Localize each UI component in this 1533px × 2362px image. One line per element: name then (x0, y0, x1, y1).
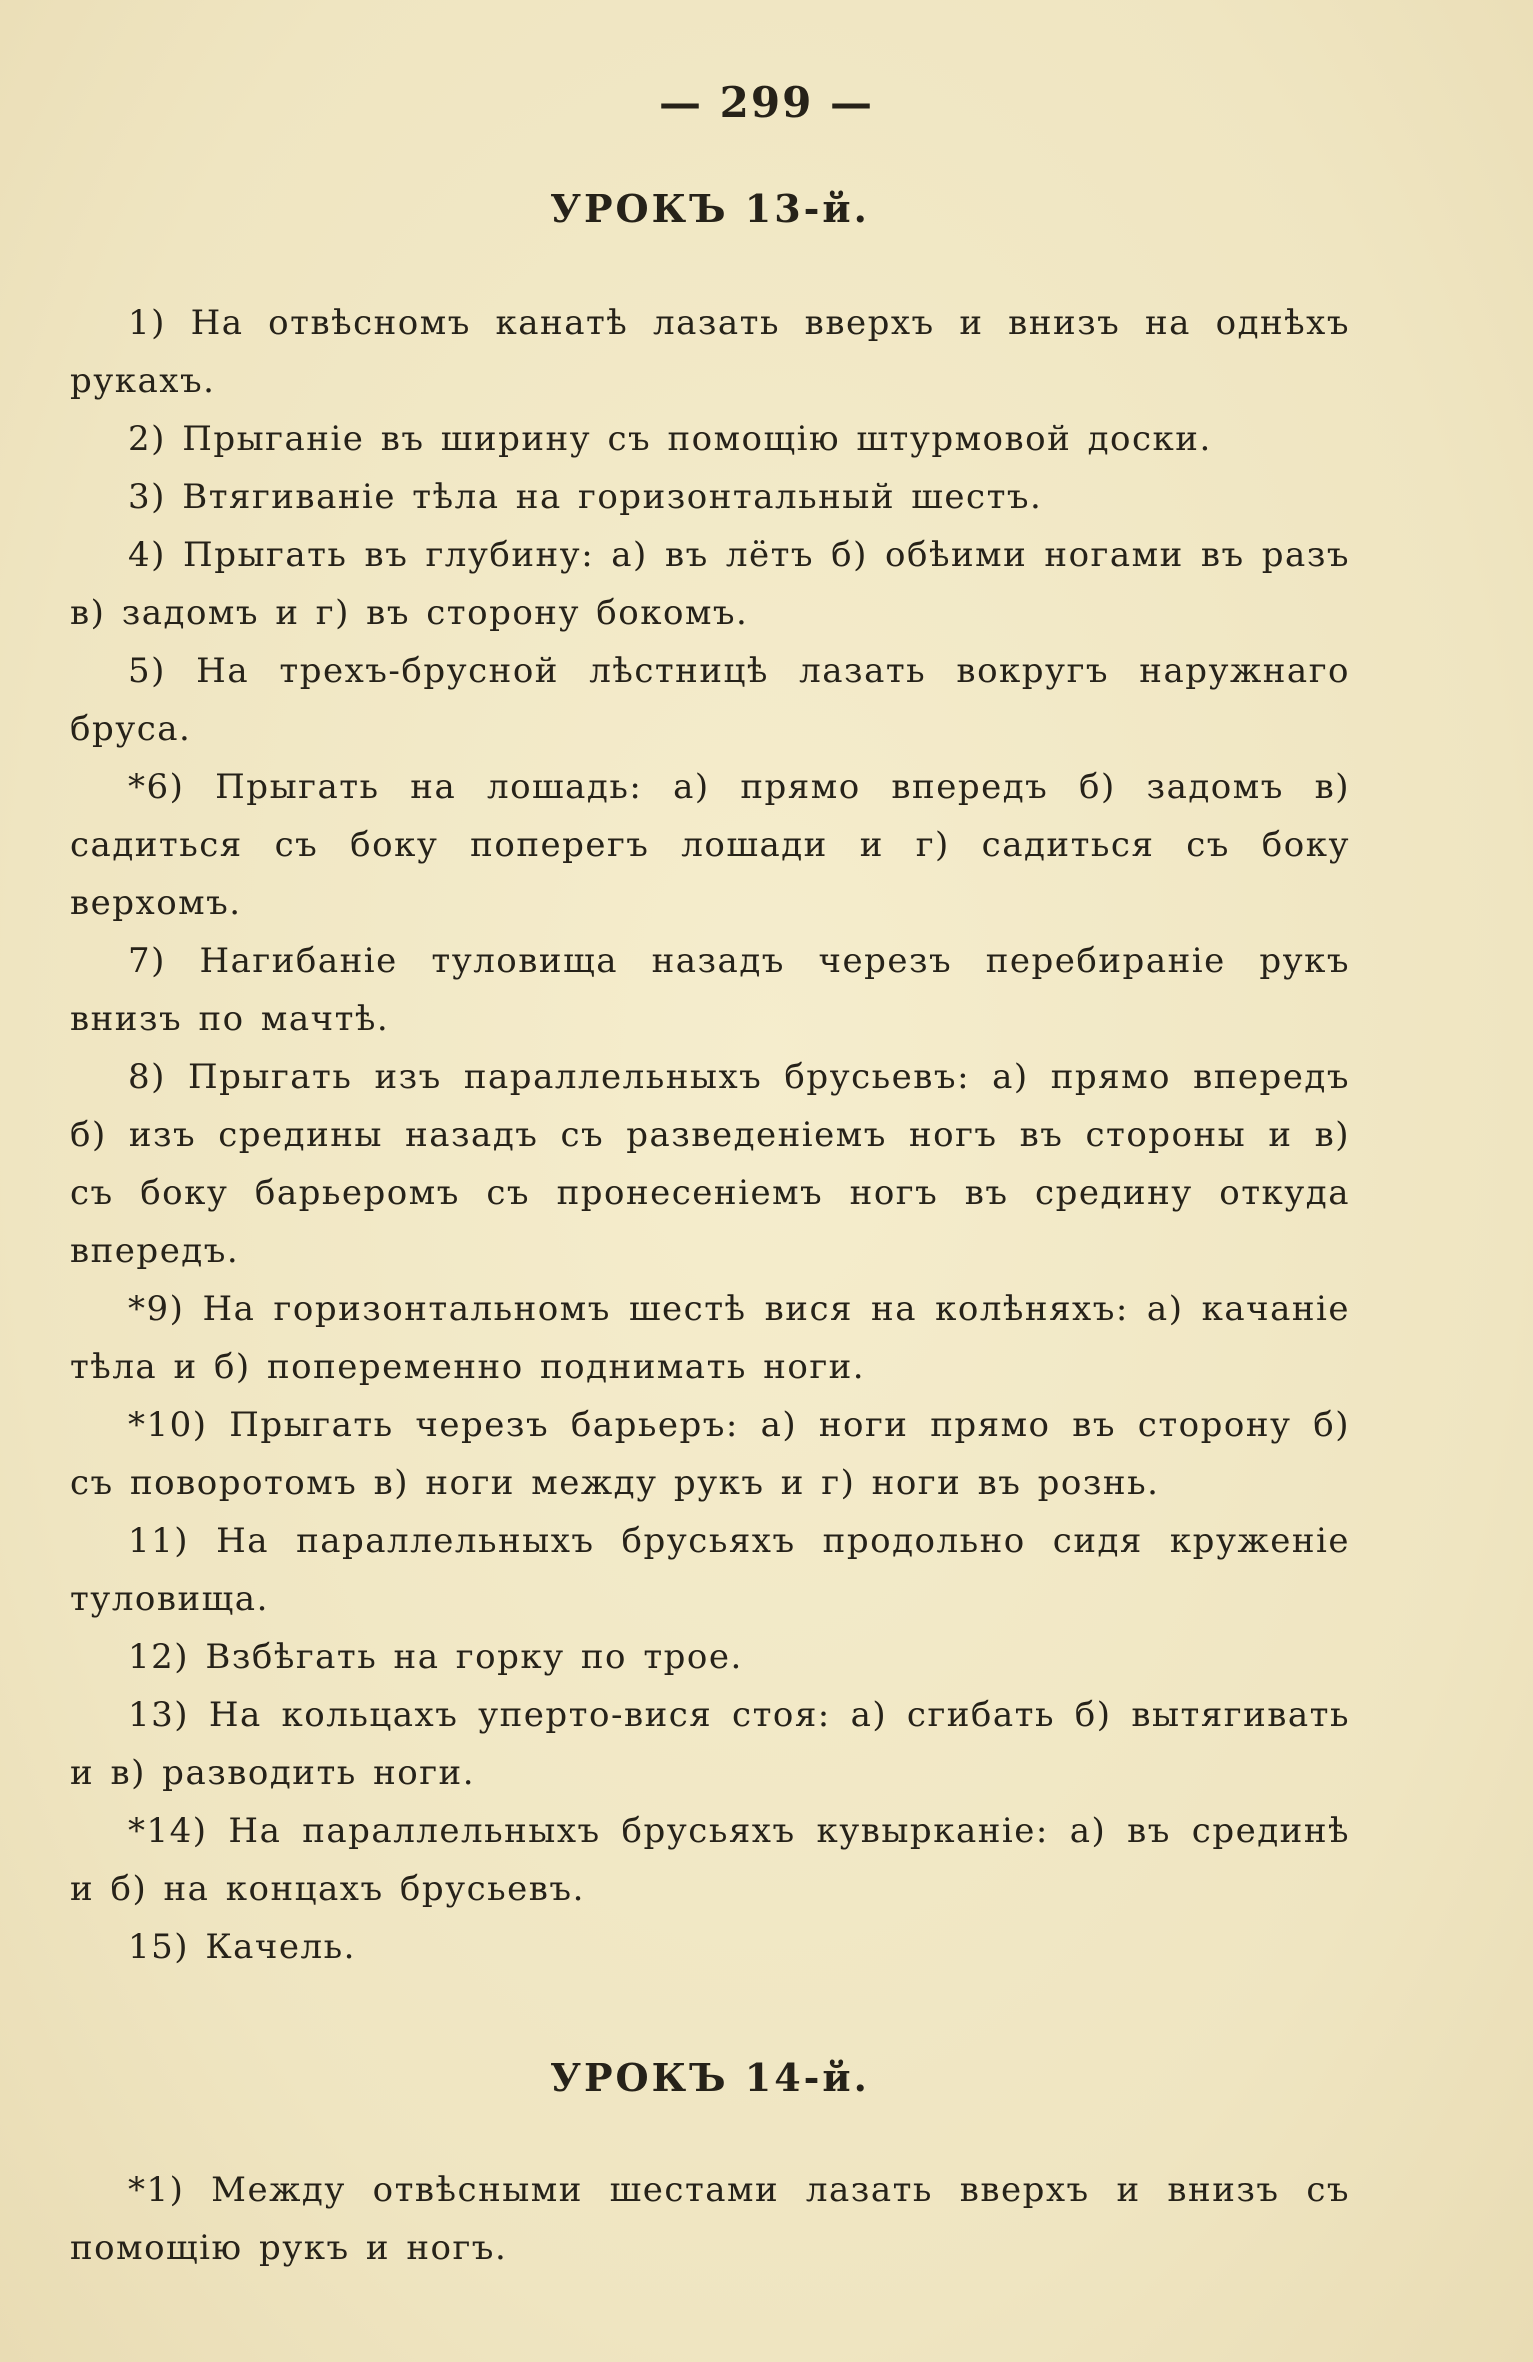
exercise-item: 8) Прыгать изъ параллельныхъ брусьевъ: а) прямо впередъ б) изъ средины назадъ съ разведеніемъ ногъ въ стороны и в) съ боку барьеромъ съ пронесеніемъ ногъ въ средину откуда впередъ. (70, 1057, 1350, 1271)
exercise-item: 4) Прыгать въ глубину: а) въ лётъ б) обѣими ногами въ разъ в) задомъ и г) въ сторону бокомъ. (70, 535, 1350, 633)
lesson-title: УРОКЪ 13-й. (550, 186, 870, 231)
exercise-item: 2) Прыганіе въ ширину съ помощію штурмовой доски. (128, 419, 1212, 459)
exercise-item: *1) Между отвѣсными шестами лазать вверхъ и внизъ съ помощію рукъ и ногъ. (70, 2170, 1350, 2268)
exercise-item: 12) Взбѣгать на горку по трое. (128, 1637, 743, 1677)
lesson-13 (70, 186, 1350, 1976)
exercise-item: 11) На параллельныхъ брусьяхъ продольно сидя круженіе туловища. (70, 1521, 1350, 1619)
exercise-list (70, 294, 1350, 1976)
page-number: — 299 — (659, 78, 874, 127)
exercise-item: *6) Прыгать на лошадь: а) прямо впередъ б) задомъ в) садиться съ боку поперегъ лошади и г) садиться съ боку верхомъ. (70, 767, 1350, 923)
exercise-item: 15) Качель. (128, 1927, 356, 1967)
exercise-item: 13) На кольцахъ уперто-вися стоя: а) сгибать б) вытягивать и в) разводить ноги. (70, 1695, 1350, 1793)
exercise-item: 3) Втягиваніе тѣла на горизонтальный шестъ. (128, 477, 1043, 517)
lesson-title: УРОКЪ 14-й. (550, 2055, 870, 2100)
exercise-item: 1) На отвѣсномъ канатѣ лазать вверхъ и внизъ на однѣхъ рукахъ. (70, 303, 1350, 401)
exercise-item: 7) Нагибаніе туловища назадъ черезъ перебираніе рукъ внизъ по мачтѣ. (70, 941, 1350, 1039)
exercise-item: *14) На параллельныхъ брусьяхъ кувырканіе: а) въ срединѣ и б) на концахъ брусьевъ. (70, 1811, 1350, 1909)
exercise-item: 5) На трехъ-брусной лѣстницѣ лазать вокругъ наружнаго бруса. (70, 651, 1350, 749)
exercise-list (70, 2161, 1350, 2277)
exercise-item: *9) На горизонтальномъ шестѣ вися на колѣняхъ: а) качаніе тѣла и б) попеременно поднимать ноги. (70, 1289, 1350, 1387)
lesson-14 (70, 2055, 1350, 2277)
exercise-item: *10) Прыгать черезъ барьеръ: а) ноги прямо въ сторону б) съ поворотомъ в) ноги между рукъ и г) ноги въ рознь. (70, 1405, 1350, 1503)
